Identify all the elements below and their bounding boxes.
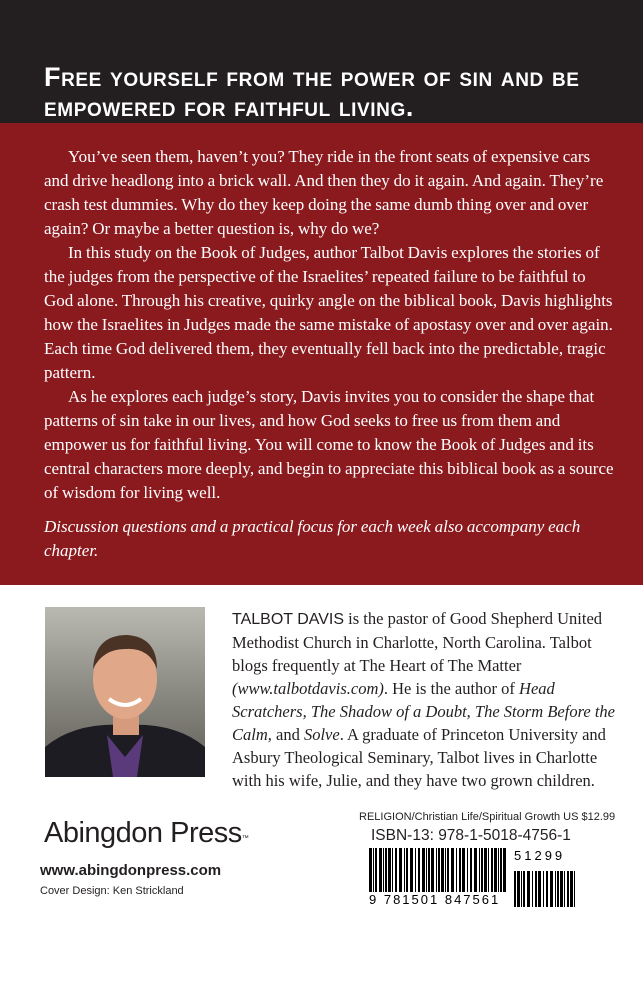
publisher-logo [44,816,248,850]
barcode-bar [574,871,575,907]
barcode-bar [415,848,416,892]
barcode-bar [521,871,522,907]
barcode-bar [557,871,559,907]
barcode-bar [484,848,487,892]
barcode-bar [445,848,446,892]
barcode-bar [527,871,530,907]
barcode-bar [555,871,556,907]
category-price: RELIGION/Christian Life/Spiritual Growth US $12.99 [359,811,616,823]
barcode-bar [503,848,506,892]
book-titles: Head Scratchers, The Shadow of a Doubt, The Storm Before the Calm, [232,679,615,744]
barcode-bar [459,848,461,892]
description-paragraph: You’ve seen them, haven’t you? They ride in the front seats of expensive cars and drive headlong into a brick wall. And then they do it again. And again. They’re crash test dummies. Why do they keep doing the same dumb thing over and over again? Or maybe a better question is, why do we? [44,147,604,238]
barcode-bar [546,871,548,907]
barcode-bar [369,848,372,892]
barcode-bar [373,848,374,892]
publisher-name: Abingdon Press [44,817,242,849]
barcode-bar [441,848,444,892]
barcode-bar [564,871,565,907]
about-author [0,585,643,792]
barcode-main [369,848,508,907]
price-code: 51299 [514,848,566,863]
barcode-bar [399,848,402,892]
barcode-bar [500,848,502,892]
barcode-bar [481,848,483,892]
barcode-bar [410,848,413,892]
publisher-block [40,810,248,907]
barcode-bar [379,848,382,892]
barcode-bar [422,848,425,892]
headline-band [0,0,643,123]
bio-text: and [271,725,304,744]
barcode-bar [538,871,541,907]
barcode-block [359,810,619,907]
barcode-bar [517,871,520,907]
barcode-bar [470,848,472,892]
barcode-bar [479,848,480,892]
barcode-bar [474,848,477,892]
description-closing: Discussion questions and a practical focus for each week also accompany each chapter. [44,517,581,560]
barcode-bar [375,848,377,892]
isbn: ISBN-13: 978-1-5018-4756-1 [371,827,571,844]
barcode-bar [567,871,569,907]
author-photo [45,607,205,777]
barcode-bar [418,848,420,892]
barcode-bar [488,848,489,892]
barcode-bar [570,871,573,907]
barcode-bar [498,848,499,892]
barcode-bar [438,848,440,892]
trademark: ™ [241,835,249,842]
barcode-bar [406,848,408,892]
barcode-bar [431,848,434,892]
book-title: Solve [303,725,340,744]
footer [0,792,643,917]
barcode-bar [494,848,497,892]
barcode-bar [428,848,430,892]
description-paragraph: As he explores each judge’s story, Davis invites you to consider the shape that patterns of sin take in our lives, and how God seeks to free us from them and empower us for faithful living. You will come to know the Book of Judges and its central characters more deeply, and begin to appreciate this biblical book as a source of wisdom for living well. [44,387,614,502]
bio-text: is the pastor of Good Shepherd United Methodist Church in Charlotte, North Carolina. Talbot blogs frequently at The Heart of The Matter [232,609,603,675]
price-barcode [514,871,576,907]
bio-text: . He is the author of [383,679,520,698]
barcode-bar [388,848,391,892]
barcode [369,848,508,892]
barcode-bar [404,848,405,892]
barcode-bar [467,848,468,892]
barcode-bar [514,871,516,907]
author-bio [232,607,624,792]
description [44,145,616,563]
barcode-bar [426,848,427,892]
description-paragraph: In this study on the Book of Judges, author Talbot Davis explores the stories of the judges from the perspective of the Israelites’ repeated failure to be faithful to God alone. Through his creative, quirky angle on the biblical book, Davis highlights how the Israelites in Judges made the same mistake of apostasy over and over again. Each time God delivered them, they eventually fell back into the predictable, tragic pattern. [44,243,613,382]
headline: Free yourself from the power of sin and be empowered for faithful living. [44,62,580,122]
barcode-bar [451,848,454,892]
price-barcode-block [514,848,576,907]
cover-design-credit: Cover Design: Ken Strickland [40,885,184,897]
barcode-bar [491,848,493,892]
barcode-bar [543,871,544,907]
barcode-bar [436,848,437,892]
barcode-bar [447,848,449,892]
barcode-bar [392,848,393,892]
barcode-bar [462,848,465,892]
author-name: TALBOT DAVIS [232,611,345,628]
barcode-digits: 9 781501 847561 [369,892,501,907]
barcode-bar [532,871,533,907]
barcode-bar [523,871,525,907]
barcode-bar [385,848,387,892]
publisher-url: www.abingdonpress.com [40,862,222,879]
barcode-row [369,848,619,907]
barcode-bar [535,871,537,907]
barcode-bar [550,871,553,907]
barcode-bar [383,848,384,892]
barcode-bar [456,848,457,892]
description-panel [0,123,643,585]
barcode-bar [395,848,397,892]
bio-text: . A graduate of Princeton University and Asbury Theological Seminary, Talbot lives in Charlotte with his wife, Julie, and they have two grown children. [232,725,606,790]
author-website: (www.talbotdavis.com) [232,679,384,698]
barcode-bar [560,871,563,907]
